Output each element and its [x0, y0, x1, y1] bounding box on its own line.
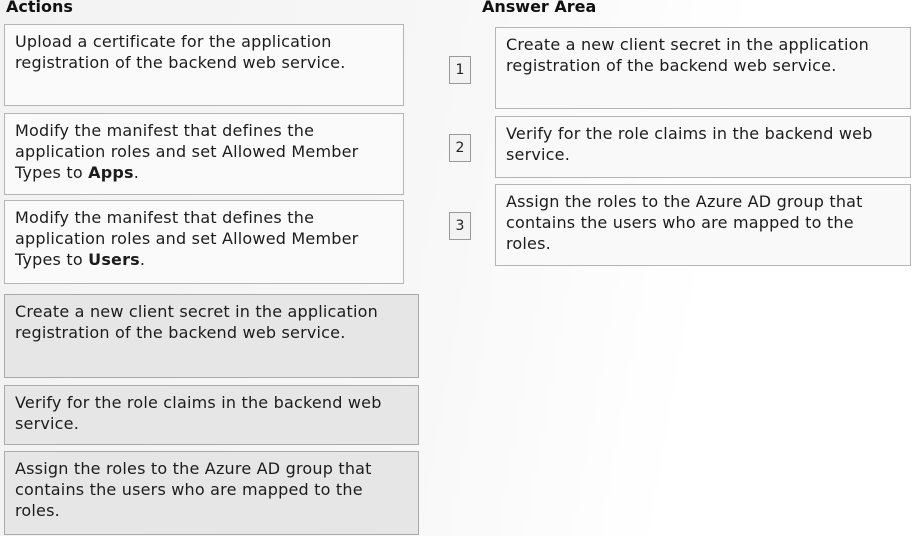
answer-slot-1[interactable] [495, 27, 911, 109]
action-item-text: Create a new client secret in the application registration of the backend web service. [15, 302, 379, 342]
action-item-suffix: . [139, 250, 146, 269]
answer-slot-text: Create a new client secret in the application registration of the backend web service. [506, 35, 870, 75]
answer-area-heading: Answer Area [482, 0, 597, 16]
action-item-assign-roles[interactable] [4, 451, 419, 535]
action-item-text: Assign the roles to the Azure AD group that contains the users who are mapped to the roles. [15, 459, 372, 520]
answer-slot-number-3: 3 [449, 212, 471, 240]
answer-slot-number-1: 1 [449, 56, 471, 84]
answer-slot-2[interactable] [495, 116, 911, 178]
action-item-bold-value: Users [88, 250, 140, 269]
action-item-bold-value: Apps [88, 163, 134, 182]
action-item-text: Modify the manifest that defines the application roles and set Allowed Member Types to [15, 121, 359, 182]
answer-slot-text: Verify for the role claims in the backend web service. [506, 124, 873, 164]
answer-slot-text: Assign the roles to the Azure AD group that contains the users who are mapped to the roles. [506, 192, 863, 253]
action-item-text: Verify for the role claims in the backend web service. [15, 393, 382, 433]
action-item-suffix: . [133, 163, 140, 182]
answer-slot-3[interactable] [495, 184, 911, 266]
action-item-manifest-apps[interactable] [4, 113, 404, 195]
action-item-text: Modify the manifest that defines the application roles and set Allowed Member Types to [15, 208, 359, 269]
action-item-create-client-secret[interactable] [4, 294, 419, 378]
action-item-upload-certificate[interactable] [4, 24, 404, 106]
action-item-text: Upload a certificate for the application registration of the backend web service. [15, 32, 346, 72]
action-item-manifest-users[interactable] [4, 200, 404, 284]
answer-slot-number-2: 2 [449, 134, 471, 162]
action-item-verify-role-claims[interactable] [4, 385, 419, 445]
actions-heading: Actions [6, 0, 73, 16]
